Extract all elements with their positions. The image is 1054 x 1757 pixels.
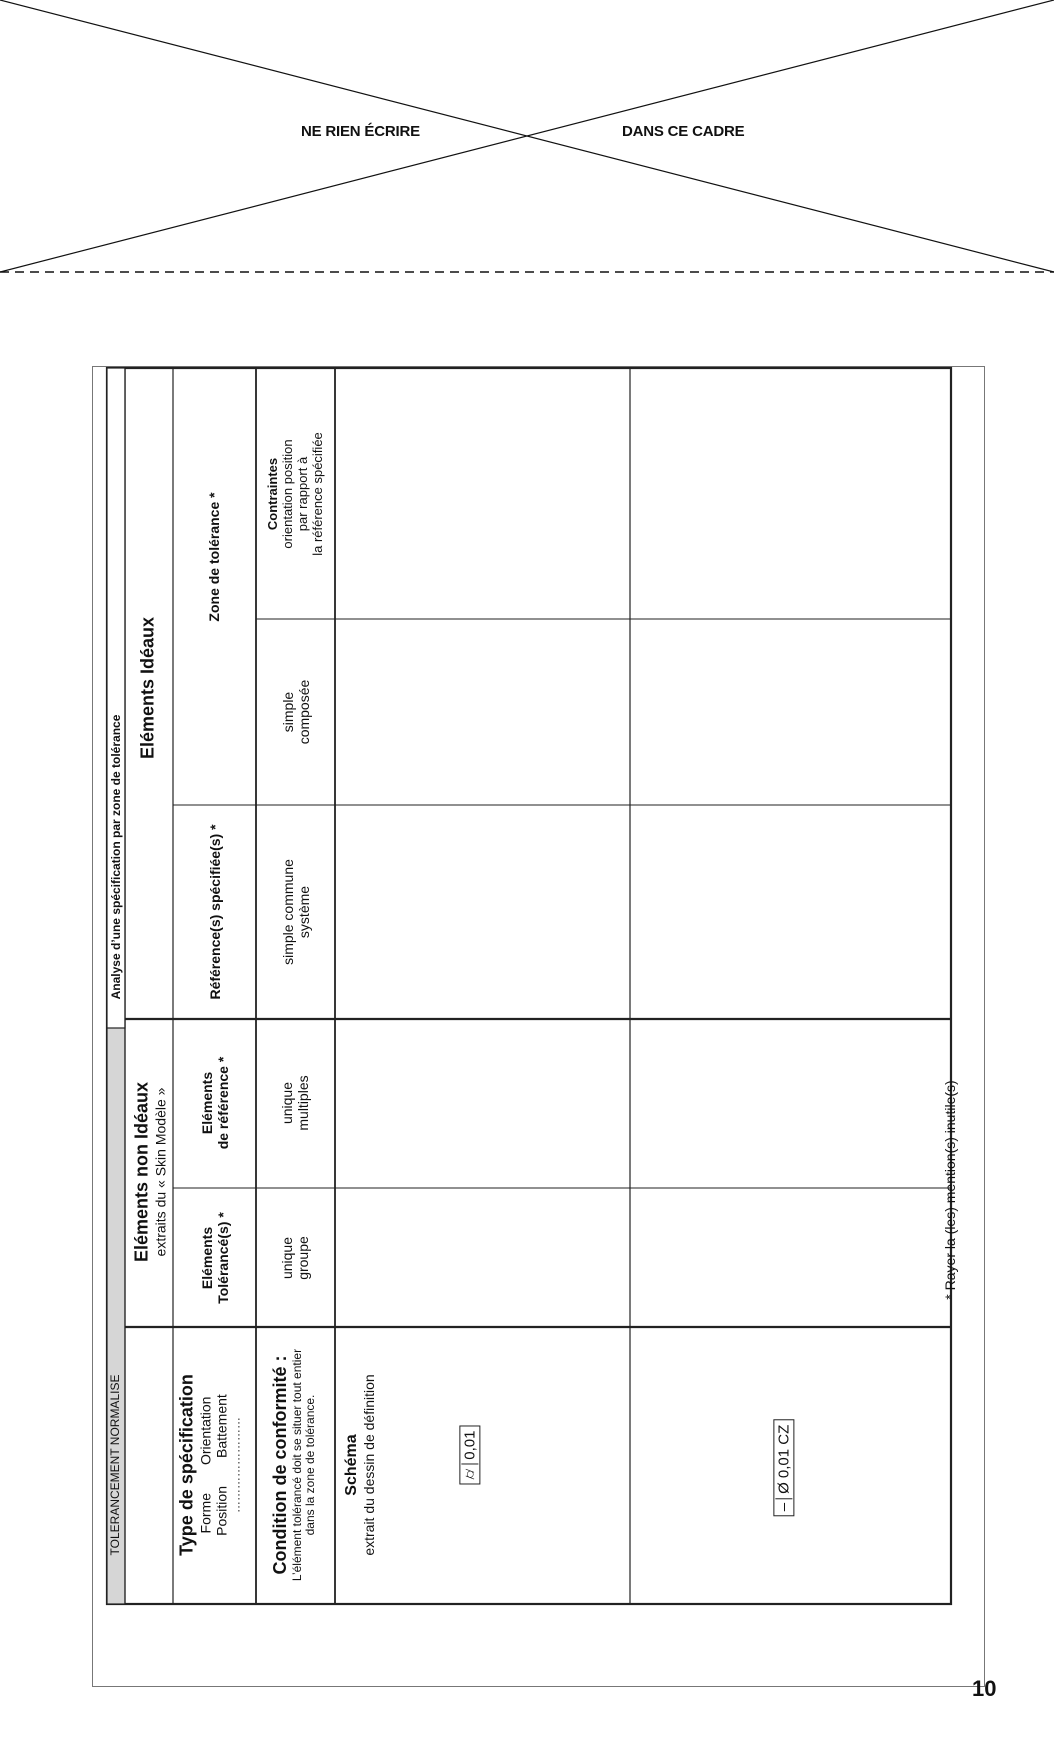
type-orientation: Orientation (197, 1396, 214, 1466)
header-right-text: DANS CE CADRE (622, 123, 745, 140)
ref-spec-option-systeme: système (296, 885, 312, 939)
page-number: 10 (972, 1676, 997, 1701)
spec2-frame (773, 1420, 794, 1517)
constraints-title: Contraintes (265, 457, 281, 531)
zone-option-composee: composée (296, 679, 312, 745)
condition-line1: L’élément tolérancé doit se situer tout entier (289, 1348, 304, 1582)
tab-label: TOLERANCEMENT NORMALISE (108, 1374, 123, 1556)
type-spec-block (177, 1374, 244, 1556)
type-spec-title: Type de spécification (176, 1374, 197, 1556)
type-spec-dots: …………………… (228, 1417, 243, 1513)
ref-specified-header: Référence(s) spécifiée(s) * (206, 824, 223, 1000)
zone-option-simple: simple (279, 691, 296, 733)
constraints-block (266, 432, 326, 556)
constraints-par-rapport: par rapport à (295, 456, 310, 532)
non-ideal-block (132, 1082, 169, 1262)
schema-subtitle: extrait du dessin de définition (361, 1374, 378, 1556)
type-spec-line2 (213, 1374, 229, 1556)
type-battement: Battement (213, 1394, 230, 1459)
ideal-title: Eléments Idéaux (137, 616, 158, 760)
condition-block (270, 1349, 318, 1581)
non-ideal-subtitle: extraits du « Skin Modèle » (152, 1087, 169, 1257)
ref-spec-option-simple-commune: simple commune (279, 859, 296, 965)
cylindricity-icon: ⌭ (461, 1468, 479, 1480)
ref-elements-header (199, 1057, 231, 1150)
tol-elements-line1: Eléments (198, 1226, 215, 1290)
tol-option-unique: unique (278, 1236, 295, 1280)
ref-specified-options (280, 859, 312, 965)
type-position: Position (213, 1486, 230, 1536)
constraints-reference: la référence spécifiée (309, 432, 325, 556)
spec1-frame (459, 1426, 480, 1485)
spec1-value: 0,01 (461, 1431, 478, 1465)
condition-line2: dans la zone de tolérance. (303, 1394, 318, 1536)
zone-header: Zone de tolérance * (205, 492, 222, 622)
spec2-value: Ø 0,01 CZ (775, 1425, 792, 1499)
constraints-orientation-position: orientation position (280, 439, 296, 549)
ref-option-multiples: multiples (295, 1075, 311, 1131)
schema-block (343, 1374, 377, 1555)
non-ideal-title: Eléments non Idéaux (131, 1081, 152, 1263)
straightness-icon: – (775, 1502, 793, 1512)
tol-options (279, 1236, 311, 1280)
tol-elements-header (199, 1212, 231, 1304)
tol-option-groupe: groupe (295, 1236, 311, 1280)
zone-simple-options (280, 680, 312, 745)
ref-options (279, 1075, 311, 1130)
analysis-title: Analyse d’une spécification par zone de tolérance (109, 714, 124, 1000)
footnote: * Rayer la (les) mention(s) inutile(s) (941, 1080, 958, 1300)
type-spec-line1 (197, 1374, 213, 1556)
ref-elements-line2: de référence * (215, 1056, 231, 1150)
ref-elements-line1: Eléments (198, 1071, 215, 1135)
schema-title: Schéma (342, 1434, 360, 1496)
tol-elements-line2: Tolérancé(s) * (215, 1212, 231, 1304)
condition-title: Condition de conformité : (269, 1355, 290, 1575)
type-forme: Forme (197, 1493, 214, 1534)
header-left-text: NE RIEN ÉCRIRE (301, 123, 420, 140)
ref-option-unique: unique (278, 1081, 295, 1125)
